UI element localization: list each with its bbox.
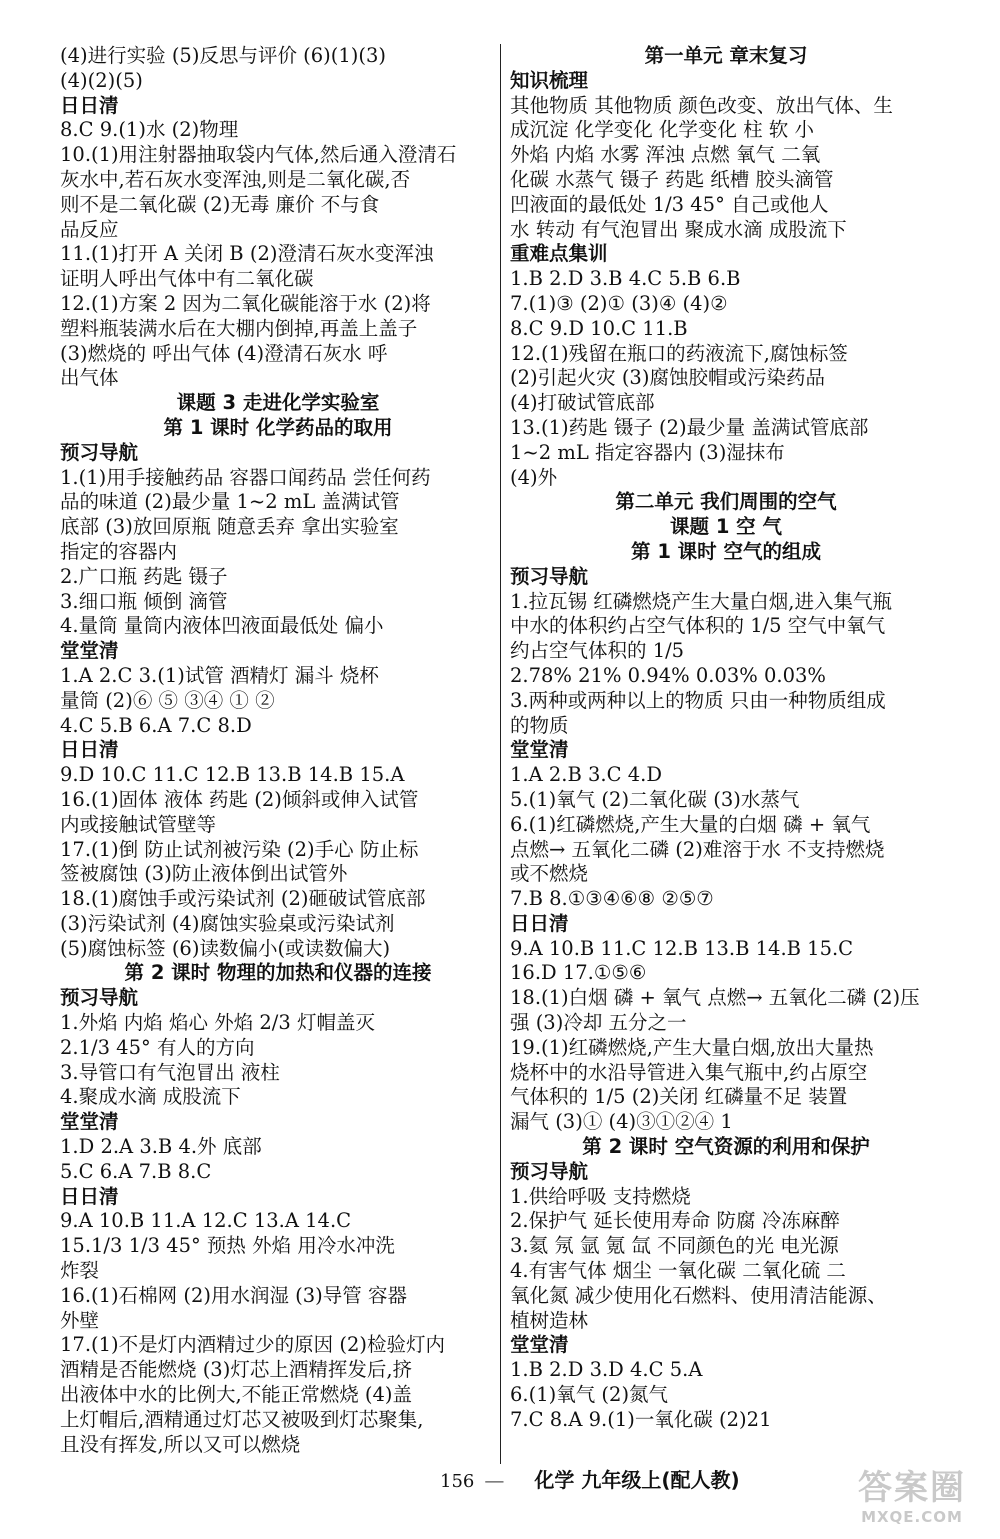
section-heading: 知识梳理 — [510, 68, 589, 92]
section-heading: 预习导航 — [510, 564, 589, 588]
answer-line: (5)腐蚀标签 (6)读数偏小(或读数偏大) — [60, 936, 391, 960]
answer-line: 18.(1)腐蚀手或污染试剂 (2)砸破试管底部 — [60, 887, 426, 911]
answer-line: 且没有挥发,所以又可以燃烧 — [60, 1432, 301, 1456]
answer-line: 约占空气体积的 1/5 — [510, 639, 685, 663]
answer-line: 强 (3)冷却 五分之一 — [510, 1011, 687, 1035]
answer-line: 10.(1)用注射器抽取袋内气体,然后通入澄清石 — [60, 143, 457, 167]
answer-line: 量筒 (2)⑥ ⑤ ③④ ① ② — [60, 688, 275, 712]
answer-line: 13.(1)药匙 镊子 (2)最少量 盖满试管底部 — [510, 415, 869, 439]
lesson-title: 第 1 课时 空气的组成 — [631, 539, 821, 563]
answer-line: 7.(1)③ (2)① (3)④ (4)② — [510, 291, 728, 315]
answer-line: 则不是二氧化碳 (2)无毒 廉价 不与食 — [60, 192, 380, 216]
answer-line: 1.D 2.A 3.B 4.外 底部 — [60, 1135, 262, 1159]
watermark-logo — [842, 1468, 982, 1532]
answer-line: 9.A 10.B 11.C 12.B 13.B 14.B 15.C — [510, 936, 854, 960]
answer-line: 签被腐蚀 (3)防止液体倒出试管外 — [60, 862, 348, 886]
answer-line: 出气体 — [60, 366, 119, 390]
answer-line: 的物质 — [510, 713, 569, 737]
answer-line: 5.(1)氧气 (2)二氧化碳 (3)水蒸气 — [510, 787, 800, 811]
answer-line: 6.(1)氧气 (2)氮气 — [510, 1383, 669, 1407]
answer-line: 品的味道 (2)最少量 1~2 mL 盖满试管 — [60, 490, 400, 514]
answer-line: 12.(1)方案 2 因为二氧化碳能溶于水 (2)将 — [60, 291, 431, 315]
section-heading: 日日清 — [60, 1184, 119, 1208]
watermark-text: 答案圈 — [858, 1468, 966, 1508]
answer-line: 塑料瓶装满水后在大棚内倒掉,再盖上盖子 — [60, 316, 418, 340]
answer-line: 16.(1)石棉网 (2)用水润湿 (3)导管 容器 — [60, 1283, 407, 1307]
answer-line: 内或接触试管壁等 — [60, 812, 217, 836]
answer-line: 5.C 6.A 7.B 8.C — [60, 1159, 212, 1183]
section-heading: 预习导航 — [60, 440, 139, 464]
answer-line: 19.(1)红磷燃烧,产生大量白烟,放出大量热 — [510, 1035, 874, 1059]
answer-line: 化碳 水蒸气 镊子 药匙 纸槽 胶头滴管 — [510, 167, 834, 191]
answer-line: 9.D 10.C 11.C 12.B 13.B 14.B 15.A — [60, 763, 405, 787]
answer-line: (2)引起火灾 (3)腐蚀胶帽或污染药品 — [510, 366, 825, 390]
answer-line: 中水的体积约占空气体积的 1/5 空气中氧气 — [510, 614, 886, 638]
answer-line: 1.供给呼吸 支持燃烧 — [510, 1184, 691, 1208]
answer-line: 成沉淀 化学变化 化学变化 柱 软 小 — [510, 118, 814, 142]
answer-line: (4)(2)(5) — [60, 68, 143, 92]
section-heading: 日日清 — [510, 911, 569, 935]
answer-line: 外壁 — [60, 1308, 100, 1332]
lesson-title: 课题 3 走进化学实验室 — [176, 391, 380, 415]
answer-line: (4)外 — [510, 465, 558, 489]
answer-line: 4.有害气体 烟尘 一氧化碳 二氧化硫 二 — [510, 1259, 846, 1283]
answer-line: 酒精是否能燃烧 (3)灯芯上酒精挥发后,挤 — [60, 1358, 413, 1382]
answer-line: 3.氦 氖 氩 氪 氙 不同颜色的光 电光源 — [510, 1234, 839, 1258]
answer-line: 炸裂 — [60, 1259, 100, 1283]
answer-line: (4)打破试管底部 — [510, 391, 655, 415]
lesson-title: 第 2 课时 空气资源的利用和保护 — [582, 1135, 870, 1159]
lesson-title: 课题 1 空 气 — [670, 515, 782, 539]
answer-line: 4.C 5.B 6.A 7.C 8.D — [60, 713, 252, 737]
answer-line: 8.C 9.(1)水 (2)物理 — [60, 118, 239, 142]
answer-line: 植树造林 — [510, 1308, 589, 1332]
section-heading: 预习导航 — [510, 1159, 589, 1183]
lesson-title: 第 1 课时 化学药品的取用 — [163, 415, 393, 439]
answer-line: 8.C 9.D 10.C 11.B — [510, 316, 688, 340]
answer-line: 氧化氮 减少使用化石燃料、使用清洁能源、 — [510, 1283, 887, 1307]
answer-line: 9.A 10.B 11.A 12.C 13.A 14.C — [60, 1209, 352, 1233]
answer-line: (4)进行实验 (5)反思与评价 (6)(1)(3) — [60, 44, 387, 67]
section-heading: 日日清 — [60, 738, 119, 762]
footer-dash: — — [484, 1468, 505, 1492]
lesson-title: 第二单元 我们周围的空气 — [615, 490, 837, 514]
answer-line: 15.1/3 1/3 45° 预热 外焰 用冷水冲洗 — [60, 1234, 395, 1258]
book-subject: 化学 九年级上(配人教) — [534, 1468, 740, 1492]
section-heading: 堂堂清 — [60, 639, 119, 663]
answer-line: 凹液面的最低处 1/3 45° 自己或他人 — [510, 192, 829, 216]
answer-line: 3.导管口有气泡冒出 液柱 — [60, 1060, 280, 1084]
answer-line: 16.D 17.①⑤⑥ — [510, 961, 647, 985]
answer-line: 4.量筒 量筒内液体凹液面最低处 偏小 — [60, 614, 384, 638]
answer-line: 水 转动 有气泡冒出 聚成水滴 成股流下 — [510, 217, 847, 241]
left-column — [60, 44, 496, 1457]
answer-line: 2.1/3 45° 有人的方向 — [60, 1035, 255, 1059]
answer-line: 17.(1)倒 防止试剂被污染 (2)手心 防止标 — [60, 837, 419, 861]
answer-line: 7.C 8.A 9.(1)一氧化碳 (2)21 — [510, 1407, 772, 1431]
watermark-url: MXQE.COM — [861, 1508, 963, 1526]
answer-line: 或不燃烧 — [510, 862, 589, 886]
section-heading: 堂堂清 — [510, 738, 569, 762]
answer-line: 1.拉瓦锡 红磷燃烧产生大量白烟,进入集气瓶 — [510, 589, 893, 613]
answer-line: 其他物质 其他物质 颜色改变、放出气体、生 — [510, 93, 893, 117]
answer-line: 出液体中水的比例大,不能正常燃烧 (4)盖 — [60, 1383, 413, 1407]
answer-line: 18.(1)白烟 磷 + 氧气 点燃→ 五氧化二磷 (2)压 — [510, 986, 920, 1010]
answer-line: 1.B 2.D 3.B 4.C 5.B 6.B — [510, 267, 741, 291]
answer-line: 4.聚成水滴 成股流下 — [60, 1085, 241, 1109]
answer-line: 6.(1)红磷燃烧,产生大量的白烟 磷 + 氧气 — [510, 812, 871, 836]
column-divider — [500, 44, 501, 1464]
answer-line: 1~2 mL 指定容器内 (3)湿抹布 — [510, 440, 785, 464]
answer-line: 3.细口瓶 倾倒 滴管 — [60, 589, 228, 613]
answer-line: 1.A 2.C 3.(1)试管 酒精灯 漏斗 烧杯 — [60, 663, 379, 687]
answer-line: 漏气 (3)① (4)③①②④ 1 — [510, 1110, 733, 1134]
answer-line: 品反应 — [60, 217, 119, 241]
answer-line: 12.(1)残留在瓶口的药液流下,腐蚀标签 — [510, 341, 848, 365]
answer-line: 7.B 8.①③④⑥⑧ ②⑤⑦ — [510, 887, 714, 911]
answer-line: 上灯帽后,酒精通过灯芯又被吸到灯芯聚集, — [60, 1407, 424, 1431]
section-heading: 堂堂清 — [60, 1110, 119, 1134]
answer-line: 1.外焰 内焰 焰心 外焰 2/3 灯帽盖灭 — [60, 1011, 375, 1035]
answer-line: 气体积的 1/5 (2)关闭 红磷量不足 装置 — [510, 1085, 848, 1109]
page-footer — [440, 1464, 900, 1493]
section-heading: 堂堂清 — [510, 1333, 569, 1357]
page-number: 156 — [440, 1471, 475, 1492]
lesson-title: 第 2 课时 物理的加热和仪器的连接 — [124, 961, 432, 985]
answer-line: 指定的容器内 — [60, 539, 178, 563]
answer-line: 11.(1)打开 A 关闭 B (2)澄清石灰水变浑浊 — [60, 242, 434, 266]
answer-line: 3.两种或两种以上的物质 只由一种物质组成 — [510, 688, 886, 712]
answer-line: 2.保护气 延长使用寿命 防腐 冷冻麻醉 — [510, 1209, 840, 1233]
answer-line: 灰水中,若石灰水变浑浊,则是二氧化碳,否 — [60, 167, 411, 191]
answer-line: 2.78% 21% 0.94% 0.03% 0.03% — [510, 663, 826, 687]
answer-line: 证明人呼出气体中有二氧化碳 — [60, 267, 314, 291]
section-heading: 重难点集训 — [510, 242, 608, 266]
answer-line: (3)污染试剂 (4)腐蚀实验桌或污染试剂 — [60, 911, 395, 935]
answer-line: 烧杯中的水沿导管进入集气瓶中,约占原空 — [510, 1060, 868, 1084]
answer-line: 2.广口瓶 药匙 镊子 — [60, 564, 228, 588]
answer-line: 点燃→ 五氧化二磷 (2)难溶于水 不支持燃烧 — [510, 837, 885, 861]
answer-line: 17.(1)不是灯内酒精过少的原因 (2)检验灯内 — [60, 1333, 445, 1357]
right-column — [510, 44, 942, 1433]
section-heading: 日日清 — [60, 93, 119, 117]
answer-line: 16.(1)固体 液体 药匙 (2)倾斜或伸入试管 — [60, 787, 419, 811]
answer-line: 1.(1)用手接触药品 容器口闻药品 尝任何药 — [60, 465, 431, 489]
lesson-title: 第一单元 章末复习 — [644, 44, 808, 67]
section-heading: 预习导航 — [60, 986, 139, 1010]
answer-line: 底部 (3)放回原瓶 随意丢弃 拿出实验室 — [60, 515, 399, 539]
answer-line: 外焰 内焰 水雾 浑浊 点燃 氧气 二氧 — [510, 143, 821, 167]
answer-line: 1.B 2.D 3.D 4.C 5.A — [510, 1358, 703, 1382]
answer-line: (3)燃烧的 呼出气体 (4)澄清石灰水 呼 — [60, 341, 388, 365]
answer-line: 1.A 2.B 3.C 4.D — [510, 763, 662, 787]
